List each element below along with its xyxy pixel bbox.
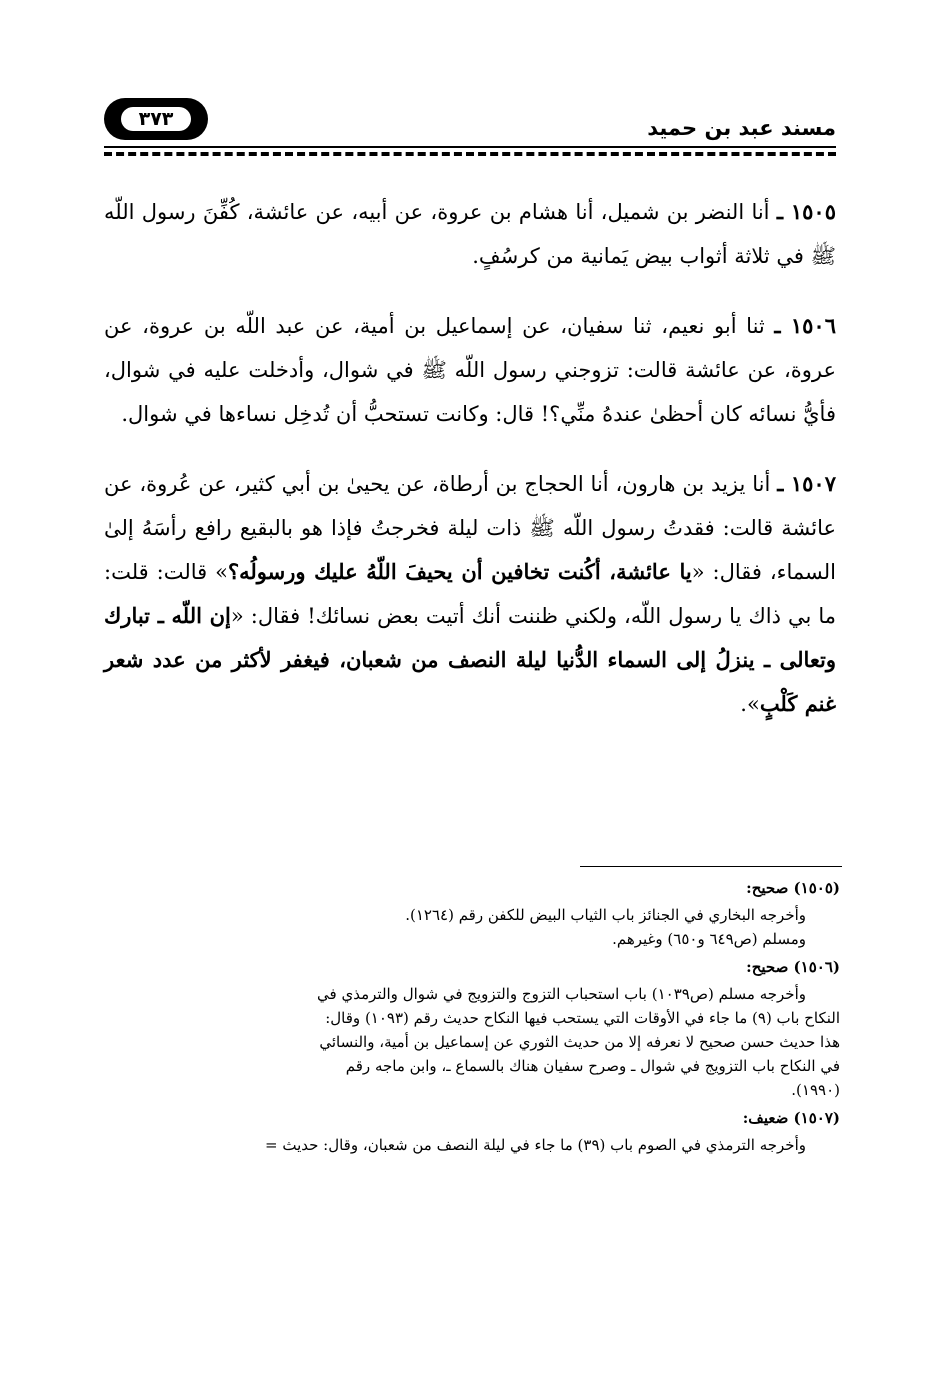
hadith-text: ثنا أبو نعيم، ثنا سفيان، عن إسماعيل بن أمية، عن عبد اللّه بن عروة، عن عروة، عن عائشة قالت: تزوجني رسول اللّه ﷺ في شوال، وأدخلت عليه في شوال، فأيُّ نسائه كان أحظىٰ عندهُ منِّي؟! قال: وكانت تستحبُّ أن تُدخِل نساءها في شوال. [104, 314, 836, 426]
footnote-heading: (١٥٠٦) صحيح: [746, 958, 840, 976]
header-dashed-rule [104, 152, 836, 156]
footnote-heading: (١٥٠٧) ضعيف: [742, 1109, 840, 1127]
prophet-quote: يا عائشة، أكُنت تخافين أن يحيفَ اللّهُ عليك ورسولُه؟ [227, 559, 692, 584]
hadith-number: ١٥٠٥ ـ [776, 199, 836, 224]
footnote-line: في النكاح باب التزويج في شوال ـ وصرح سفيان هناك بالسماع ـ، وابن ماجه رقم [345, 1057, 840, 1075]
main-text [104, 190, 836, 752]
footnote-line: ومسلم (ص٦٤٩ و٦٥٠) وغيرهم. [612, 930, 806, 948]
footnote-line: (١٩٩٠). [791, 1081, 840, 1099]
footnote-line: وأخرجه البخاري في الجنائز باب الثياب البيض للكفن رقم (١٢٦٤). [405, 906, 806, 924]
hadith-1507 [104, 462, 836, 726]
hadith-number: ١٥٠٧ ـ [777, 471, 836, 496]
footnote-separator [580, 866, 842, 867]
page-number: ٣٧٣ [121, 107, 192, 131]
hadith-text: أنا النضر بن شميل، أنا هشام بن عروة، عن أبيه، عن عائشة، كُفِّنَ رسول اللّه ﷺ في ثلاثة أثواب بيض يَمانية من كرسُفٍ. [104, 200, 836, 268]
page-header [104, 98, 836, 148]
page-number-badge [104, 98, 208, 140]
footnote-1505 [104, 876, 840, 951]
hadith-number: ١٥٠٦ ـ [774, 313, 836, 338]
hadith-text: ». [740, 692, 760, 716]
book-title: مسند عبد بن حميد [647, 116, 836, 140]
prophet-quote: إن اللّه ـ تبارك وتعالى ـ ينزلُ إلى السماء الدُّنيا ليلة النصف من شعبان، فيغفر لأكثر من عدد شعر غنم كَلْبٍ [104, 603, 836, 716]
hadith-text: أنا يزيد بن هارون، أنا الحجاج بن أرطاة، عن يحيىٰ بن أبي كثير، عن عُروة، عن عائشة قالت: فقدتُ رسول اللّه ﷺ ذات ليلة فخرجتُ فإذا هو بالبقيع رافع رأسَهُ إلىٰ السماء، فقال: « [104, 472, 836, 584]
footnote-line: وأخرجه مسلم (ص١٠٣٩) باب استحباب التزوج والتزويج في شوال والترمذي في [317, 985, 806, 1003]
hadith-text: » قالت: قلت: ما بي ذاك يا رسول اللّه، ولكني ظننت أنك أتيت بعض نسائك! فقال: « [104, 560, 836, 628]
footnotes [104, 874, 840, 1157]
footnote-heading: (١٥٠٥) صحيح: [746, 879, 840, 897]
hadith-1505 [104, 190, 836, 278]
footnote-line: النكاح باب (٩) ما جاء في الأوقات التي يستحب فيها النكاح حديث رقم (١٠٩٣) وقال: [325, 1009, 840, 1027]
hadith-1506 [104, 304, 836, 436]
footnote-line: هذا حديث حسن صحيح لا نعرفه إلا من حديث الثوري عن إسماعيل بن أمية، والنسائي [319, 1033, 840, 1051]
footnote-1506 [104, 955, 840, 1102]
footnote-1507 [104, 1106, 840, 1157]
header-rule [104, 146, 836, 148]
footnote-line: وأخرجه الترمذي في الصوم باب (٣٩) ما جاء في ليلة النصف من شعبان، وقال: حديث = [265, 1136, 806, 1154]
